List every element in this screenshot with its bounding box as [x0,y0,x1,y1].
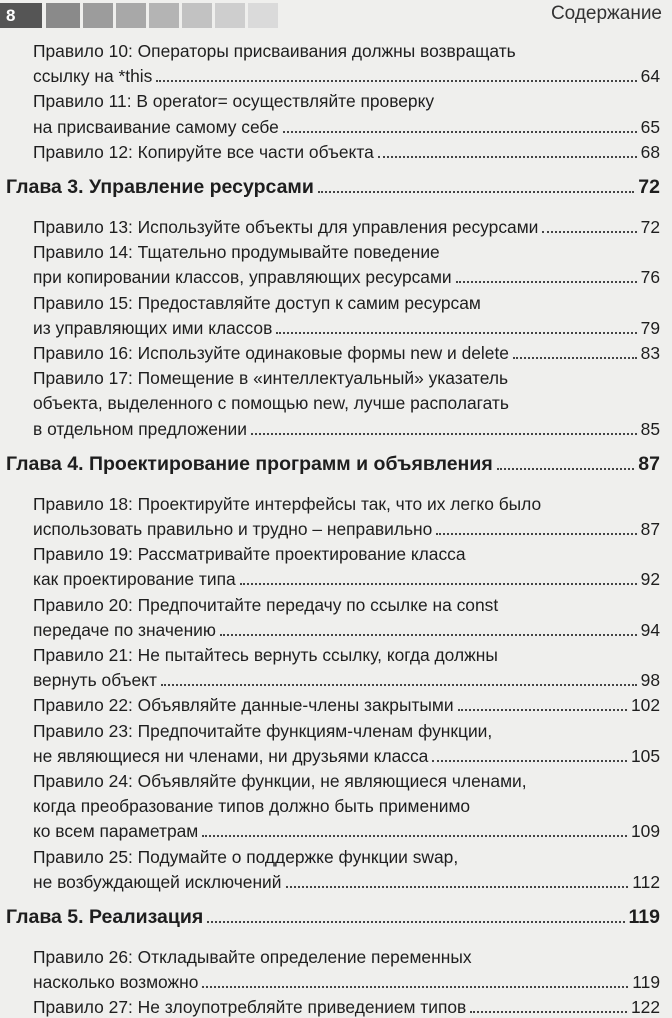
toc-page-number: 65 [640,116,660,137]
dot-leader [283,131,637,133]
toc-line [33,262,660,288]
toc-line-text: Правило 26: Откладывайте определение переменных [33,947,472,967]
toc-line-text: Глава 4. Проектирование программ и объявления [6,452,493,475]
toc-line [33,590,498,616]
toc-line-text: Правило 18: Проектируйте интерфейсы так, что их легко было [33,493,542,514]
toc-line [33,388,509,414]
toc-line-text: Правило 25: Подумайте о поддержке функции swap, [33,846,459,867]
toc-line [33,942,472,968]
toc-line-text: Правило 23: Предпочитайте функциям-членам функции, [33,720,493,741]
dot-leader [220,634,637,636]
toc-line [33,564,660,590]
toc-line [33,237,440,263]
toc-line-text: Правило 14: Тщательно продумывайте поведение [33,242,440,263]
dot-leader [456,281,637,283]
toc-line-text: Правило 21: Не пытайтесь вернуть ссылку, когда должны [33,645,498,665]
toc-line-text: насколько возможно [33,972,199,993]
dot-leader [202,835,627,837]
dot-leader [161,684,637,686]
toc-page-number: 98 [640,670,660,691]
toc-line [33,313,660,339]
toc-line-text: ссылку на *this [33,66,153,87]
toc-line [33,212,660,238]
toc-line [33,690,660,716]
toc-page-number: 119 [632,972,660,993]
toc-page-number: 64 [640,66,660,87]
toc-line-text: Глава 5. Реализация [6,906,204,928]
dot-leader [432,760,627,762]
toc-page-number: 119 [628,906,660,928]
toc-line-text: в отдельном предложении [33,418,247,439]
toc-line [33,363,508,389]
toc-line-text: при копировании классов, управляющих ресурсами [33,267,452,288]
toc-line [33,112,660,138]
toc-line-text: объекта, выделенного с помощью new, лучше располагать [33,393,509,414]
toc-line-text: Правило 13: Используйте объекты для управления ресурсами [33,217,539,237]
dot-leader [542,231,636,233]
toc-line-text: Правило 10: Операторы присваивания должны возвращать [33,41,516,61]
toc-page-number: 72 [640,217,660,237]
toc-line [33,615,660,641]
dot-leader [436,533,636,535]
toc-line-text: Правило 15: Предоставляйте доступ к самим ресурсам [33,292,481,313]
toc-page-number: 92 [640,569,660,590]
toc-line-text: на присваивание самому себе [33,116,279,137]
toc-line-text: из управляющих ими классов [33,317,273,338]
toc-line [33,665,660,691]
toc-page-number: 109 [630,821,660,842]
toc-line [33,992,660,1018]
toc-line-text: Правило 17: Помещение в «интеллектуальный» указатель [33,368,509,389]
dot-leader [378,156,637,158]
toc-line [33,137,660,163]
toc-page-number: 105 [630,745,660,766]
toc-line [33,288,481,314]
toc-page-number: 79 [640,317,660,338]
toc-page-number: 76 [640,267,660,288]
toc-line-text: Правило 27: Не злоупотребляйте приведением типов [33,997,467,1018]
toc-line-text: Правило 16: Используйте одинаковые формы new и delete [33,343,509,363]
dot-leader [497,468,635,470]
toc-line-text: Правило 22: Объявляйте данные-члены закрытыми [33,695,454,716]
dot-leader [513,357,637,359]
toc-line [6,449,660,475]
dot-leader [240,583,637,585]
toc-line [33,86,434,112]
toc-line-text: Правило 19: Рассматривайте проектирование класса [33,544,466,565]
toc-line-text: когда преобразование типов должно быть применимо [33,796,471,817]
toc-line-text: Правило 20: Предпочитайте передачу по ссылке на const [33,594,499,615]
toc-line [33,489,541,515]
toc-page-number: 94 [640,619,660,640]
toc-line [33,61,660,87]
toc-line [33,741,660,767]
toc-page-number: 83 [640,343,660,363]
dot-leader [156,80,636,82]
toc-line [33,967,660,993]
dot-leader [458,709,627,711]
toc-line [33,867,660,893]
page-number: 8 [0,3,42,28]
toc-line [33,816,660,842]
dot-leader [202,986,628,988]
toc-line-text: не возбуждающей исключений [33,871,282,892]
dot-leader [207,921,624,923]
toc-line-text: вернуть объект [33,670,157,691]
toc-page-number: 112 [632,871,660,892]
toc-line-text: Правило 11: В operator= осуществляйте проверку [33,91,435,112]
running-title: Содержание [550,3,662,24]
toc-page-number: 102 [630,695,660,716]
toc-line-text: использовать правильно и трудно – неправильно [33,519,433,539]
dot-leader [276,332,636,334]
toc-line [33,791,470,817]
toc-line-text: передаче по значению [33,619,216,640]
toc-line [33,842,458,868]
toc-line [33,514,660,540]
toc-page-number: 87 [640,519,660,539]
toc-line-text: как проектирование типа [33,569,236,590]
toc-line-text: Правило 12: Копируйте все части объекта [33,141,374,162]
toc-line [33,36,516,62]
toc-line-text: не являющиеся ни членами, ни друзьями класса [33,745,429,766]
toc-line-text: ко всем параметрам [33,821,199,842]
toc-line [33,766,527,792]
dot-leader [286,886,629,888]
dot-leader [470,1011,627,1013]
toc-page-number: 87 [638,452,660,475]
toc-line [6,172,660,198]
toc-line [33,338,660,364]
toc-page-number: 68 [640,141,660,162]
toc-line [6,902,660,928]
dot-leader [318,191,634,193]
toc-page-number: 72 [638,176,660,198]
toc-line [33,640,498,666]
toc-page-number: 122 [630,997,660,1018]
toc-line [33,414,660,440]
toc-line [33,716,492,742]
toc-line-text: Глава 3. Управление ресурсами [6,176,314,198]
dot-leader [251,433,637,435]
toc-line [33,539,466,565]
toc-page-number: 85 [640,418,660,439]
toc-line-text: Правило 24: Объявляйте функции, не являющиеся членами, [33,771,527,791]
